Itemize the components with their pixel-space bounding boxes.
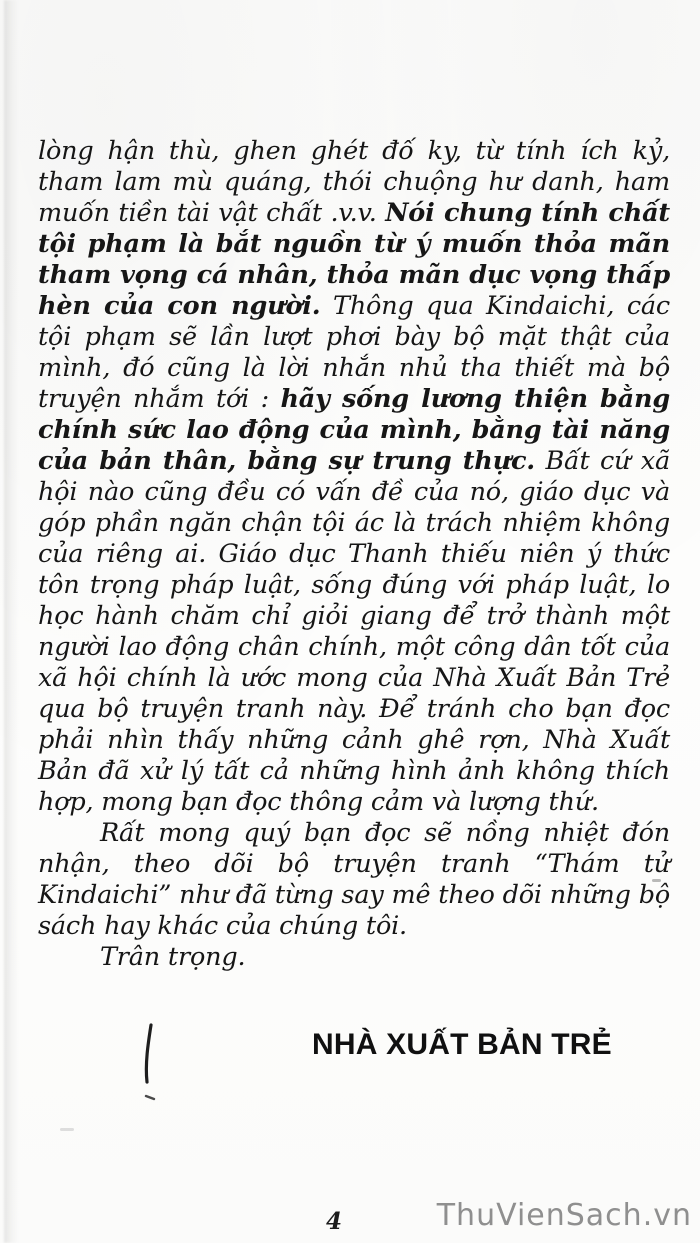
publisher-signature: NHÀ XUẤT BẢN TRẺ <box>312 1028 612 1061</box>
body-text-run: lòng hận thù, ghen ghét đố ky, từ tính ích kỷ, tham lam mù quáng, thói chuộng hư danh, ham muốn tiền tài vật chất .v.v. <box>38 136 670 228</box>
handwritten-pen-mark <box>136 1020 162 1110</box>
body-text-run: Bất cứ xã hội nào cũng đều có vấn đề của nó, giáo dục và góp phần ngăn chận tội ác là trách nhiệm không của riêng ai. Giáo dục Thanh thiếu niên ý thức tôn trọng pháp luật, sống đúng với pháp luật, lo học hành chăm chỉ giỏi giang để trở thành một người lao động chân chính, một công dân tốt của xã hội chính là ước mong của Nhà Xuất Bản Trẻ qua bộ truyện tranh này. Để tránh cho bạn đọc phải nhìn thấy những cảnh ghê rợn, Nhà Xuất Bản đã xử lý tất cả những hình ảnh không thích hợp, mong bạn đọc thông cảm và lượng thứ. <box>38 446 670 817</box>
scan-edge-shadow <box>4 0 18 1243</box>
paragraph-salutation: Trân trọng. <box>100 942 246 972</box>
paragraph-closing: Rất mong quý bạn đọc sẽ nồng nhiệt đón nhận, theo dõi bộ truyện tranh “Thám tử Kindaichi” như đã từng say mê theo dõi những bộ sách hay khác của chúng tôi. <box>38 818 670 941</box>
scan-speck <box>60 1128 74 1131</box>
page-number: 4 <box>326 1208 343 1235</box>
body-text-run-bold: Nói chung tính chất tội phạm là bắt nguồn từ ý muốn thỏa mãn tham vọng cá nhân, thỏa mãn dục vọng thấp hèn của con người. <box>38 198 670 321</box>
watermark-thuviensach: ThuVienSach.vn <box>436 1198 692 1233</box>
preface-text-block <box>38 136 670 973</box>
body-text-run-bold: hãy sống lương thiện bằng chính sức lao động của mình, bằng tài năng của bản thân, bằng sự trung thực. <box>38 384 670 476</box>
paragraph-main <box>38 136 670 818</box>
scan-speck <box>652 879 661 882</box>
body-text-run: Thông qua Kindaichi, các tội phạm sẽ lần lượt phơi bày bộ mặt thật của mình, đó cũng là lời nhắn nhủ tha thiết mà bộ truyện nhắm tới : <box>38 291 671 414</box>
